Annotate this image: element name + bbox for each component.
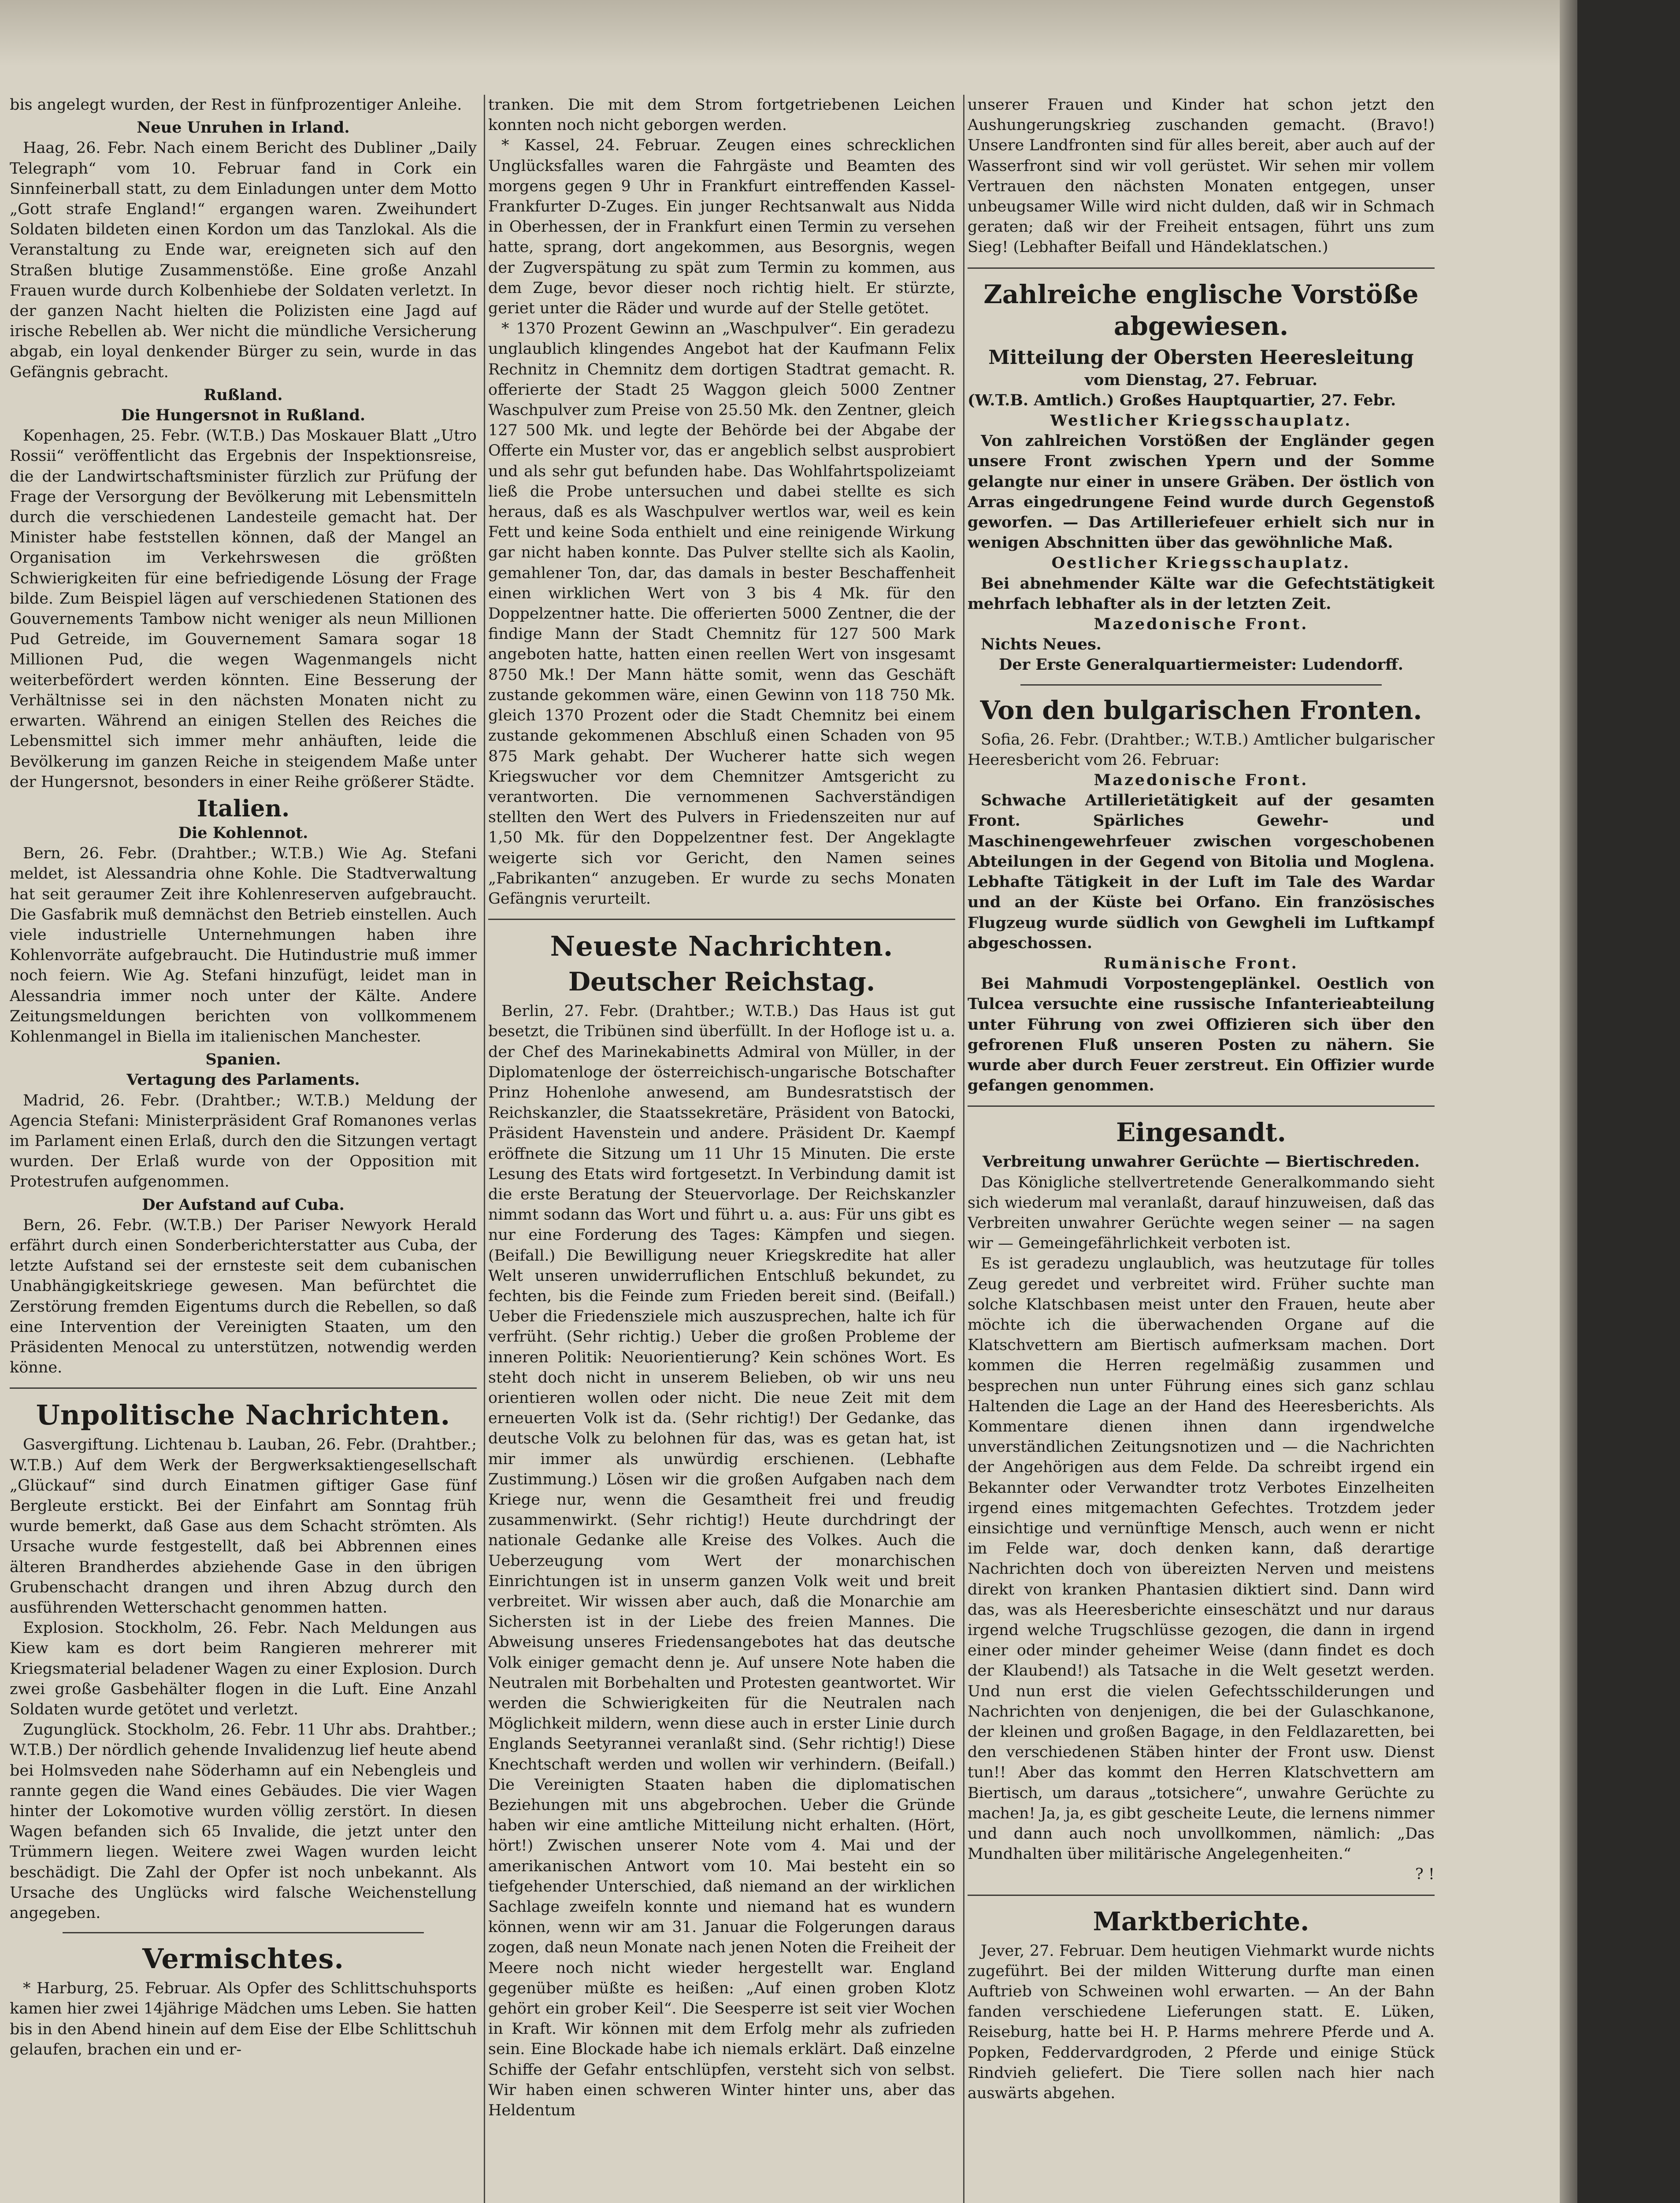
column-1 — [10, 95, 477, 2203]
subhead-mazedonien: Mazedonische Front. — [1094, 615, 1309, 634]
continued-text: tranken. Die mit dem Strom fortgetriebenen Leichen konnten noch nicht geborgen werden. — [488, 96, 955, 134]
article-hungersnot: Kopenhagen, 25. Febr. (W.T.B.) Das Moskauer Blatt „Utro Rossii“ veröffentlicht das Ergebnis der Inspektionsreise, die der Landwirtschaftsminister fürzlich zur Prüfung der Frage der Versorgung der Bevölkerung mit Lebensmitteln durch die verschiedenen Landesteile gemacht hat. Der Minister habe feststellen können, daß der Mangel an Organisation im Verkehrswesen die größten Schwierigkeiten für eine befriedigende Lösung der Frage bilde. Zum Beispiel lägen auf verschiedenen Stationen des Gouvernements Tambow nicht weniger als neun Millionen Pud Getreide, im Gouvernement Samara sogar 18 Millionen Pud, die wegen Wagenmangels nicht weiterbefördert werden könnten. Eine Besserung der Verhältnisse sei in den nächsten Monaten nicht zu erwarten. Während an einigen Stellen des Reiches die Lebensmittel sich immer mehr anhäuften, leide die Bevölkerung im ganzen Reiche in steigendem Maße unter der Hungersnot, besonders in einer Reihe größerer Städte. — [10, 427, 477, 791]
continued-text: unserer Frauen und Kinder hat schon jetzt den Aushungerungskrieg zuschanden gemacht. (Bravo!) Unsere Landfronten sind für alles bereit, aber auch auf der Wasserfront sind wir voll gerüstet. Wir sehen mir vollem Vertrauen den nächsten Monaten entgegen, unser unbeugsamer Wille wird nicht dulden, daß wir in Schmach geraten; daß wir der Freiheit entsagen, führt uns zum Sieg! (Lebhafter Beifall und Händeklatschen.) — [968, 96, 1435, 256]
article-kassel: * Kassel, 24. Februar. Zeugen eines schrecklichen Unglücksfalles waren die Fahrgäste und Beamten des morgens gegen 9 Uhr in Frankfurt eintreffenden Kassel-Frankfurter D-Zuges. Ein junger Rechtsanwalt aus Nidda in Oberhessen, der in Frankfurt einen Termin zu versehen hatte, sprang, dort angekommen, aus Besorgnis, wegen der Zugverspätung zu spät zum Termin zu kommen, aus dem Zuge, bevor dieser noch richtig hielt. Er stürzte, geriet unter die Räder und wurde auf der Stelle getötet. — [488, 137, 955, 318]
divider — [968, 1105, 1435, 1107]
subhead-ost: Oestlicher Kriegsschauplatz. — [1051, 554, 1351, 572]
report-rumaenien: Bei Mahmudi Vorpostengeplänkel. Oestlich von Tulcea versuchte eine russische Infanterieabteilung unter Führung von zwei Offizieren sich über den gefrorenen Fluß unseren Posten zu nähern. Sie wurde aber durch Feuer zerstreut. Ein Offizier wurde gefangen genommen. — [968, 975, 1435, 1095]
divider — [488, 919, 955, 920]
article-irland: Haag, 26. Febr. Nach einem Bericht des Dubliner „Daily Telegraph“ vom 10. Februar fand in Cork ein Sinnfeinerball statt, zu dem Einladungen unter dem Motto „Gott strafe England!“ ergangen waren. Zweihundert Soldaten bildeten einen Kordon um das Tanzlokal. Als die Veranstaltung zu Ende war, ereigneten sich auf den Straßen blutige Zusammenstöße. Eine große Anzahl Frauen wurde durch Kolbenhiebe der Soldaten verletzt. In der ganzen Nacht hielten die Polizisten eine Jagd auf irische Rebellen ab. Wer nicht die mündliche Versicherung abgab, ein loyal denkender Bürger zu sein, wurde in das Gefängnis gebracht. — [10, 139, 477, 381]
article-explosion: Explosion. Stockholm, 26. Febr. Nach Meldungen aus Kiew kam es dort beim Rangieren mehrerer mit Kriegsmaterial beladener Wagen zu einer Explosion. Durch zwei große Gasbehälter flogen in die Luft. Eine Anzahl Soldaten wurde getötet und verletzt. — [10, 1619, 477, 1719]
letter-para-2: Es ist geradezu unglaublich, was heutzutage für tolles Zeug geredet und verbreitet wird. Früher suchte man solche Klatschbasen meist unter den Frauen, heute aber möchte ich die überwachenden Organe auf die Klatschvettern am Biertisch aufmerksam machen. Dort kommen die Herren regelmäßig zusammen und besprechen nun unter Führung eines sich ganz schlau Haltenden die Lage an der Hand des Heeresberichts. Als Kommentare dienen ihnen dann irgendwelche unverständlichen Zeitungsnotizen und — die Nachrichten der Angehörigen aus dem Felde. Da schreibt irgend ein Bekannter oder Verwandter trotz Verbotes Einzelheiten irgend eines mitgemachten Gefechtes. Trotzdem jeder einsichtige und vernünftige Mensch, auch wenn er nicht im Felde war, doch denken kann, daß derartige Nachrichten doch von übereizten Nerven und meistens direkt von kranken Phantasien diktiert sind. Dann wird das, was als Heeresberichte einseschätzt und nur daraus irgend welche Trugschlüsse gezogen, die dann in irgend einer oder minder geheimer Weise (dann findet es doch der Klaubend!) als Tatsache in die Welt gesetzt werden. Und nun erst die vielen Gefechtsschilderungen und Nachrichten von denjenigen, die bei der Gulaschkanone, der kleinen und großen Bagage, in den Feldlazaretten, bei den verschiedenen Stäben hinter der Front usw. Dienst tun!! Aber das kommt den Herren Klatschvettern am Biertisch, um daraus „totsichere“, unwahre Gerüchte zu machen! Ja, ja, es gibt gescheite Leute, die lernens nimmer und dann auch noch unvollkommen, nämlich: „Das Mundhalten über militärische Angelegenheiten.“ — [968, 1255, 1435, 1863]
wtb-dateline: (W.T.B. Amtlich.) Großes Hauptquartier, 27. Febr. — [968, 391, 1396, 409]
headline-kohlennot: Die Kohlennot. — [178, 823, 308, 842]
article-vertagung: Madrid, 26. Febr. (Drahtber.; W.T.B.) Meldung der Agencia Stefani: Ministerpräsident Graf Romanones verlas im Parlament einen Erlaß, durch den die Sitzungen vertagt wurden. Der Erlaß wurde von der Opposition mit Protestrufen aufgenommen. — [10, 1091, 477, 1191]
section-eingesandt: Eingesandt. — [1116, 1117, 1286, 1148]
divider — [1020, 684, 1382, 686]
signature-ludendorff: Der Erste Generalquartiermeister: Ludendorff. — [999, 656, 1403, 674]
headline-hungersnot: Die Hungersnot in Rußland. — [121, 406, 366, 425]
divider — [63, 1932, 424, 1933]
report-west: Von zahlreichen Vorstößen der Engländer gegen unsere Front zwischen Ypern und der Somme gelangte nur einer in unsere Gräben. Der östlich von Arras eingedrungene Feind wurde durch Gegenstoß geworfen. — Das Artilleriefeuer erhielt sich nur in wenigen Abschnitten über das gewöhnliche Maß. — [968, 432, 1435, 552]
bulgarian-report-intro: Sofia, 26. Febr. (Drahtber.; W.T.B.) Amtlicher bulgarischer Heeresbericht vom 26. Februar: — [968, 731, 1435, 769]
section-russland: Rußland. — [204, 386, 283, 404]
report-date: vom Dienstag, 27. Februar. — [1084, 371, 1318, 389]
article-zugunglueck: Zugunglück. Stockholm, 26. Febr. 11 Uhr abs. Drahtber.; W.T.B.) Der nördlich gehende Invalidenzug lief heute abend bei Holmsveden nahe Söderhamn auf ein Nebengleis und rannte gegen die Wand eines Gebäudes. Die vier Wagen hinter der Lokomotive wurden völlig zerstört. In diesen Wagen befanden sich 65 Invalide, die jetzt unter den Trümmern liegen. Weitere zwei Wagen wurden leicht beschädigt. Die Zahl der Opfer ist noch unbekannt. Als Ursache des Unglücks wird falsche Weichenstellung angegeben. — [10, 1721, 477, 1922]
divider — [10, 1387, 477, 1389]
article-kohlennot: Bern, 26. Febr. (Drahtber.; W.T.B.) Wie Ag. Stefani meldet, ist Alessandria ohne Kohle. Die Stadtverwaltung hat seit geraumer Zeit ihre Kohlenreserven aufgebraucht. Die Gasfabrik muß demnächst den Betrieb einstellen. Auch viele industrielle Unternehmungen haben ihre Kohlenvorräte aufgebraucht. Die Hutindustrie muß immer noch feiern. Wie Ag. Stefani hinzufügt, leidet man in Alessandria immer noch unter der Kälte. Andere Zeitungsmeldungen berichten von vollkommenem Kohlenmangel in Biella im italienischen Manchester. — [10, 845, 477, 1046]
section-spanien: Spanien. — [205, 1050, 281, 1069]
page-top-shadow — [0, 0, 1560, 66]
headline-vertagung: Vertagung des Parlaments. — [126, 1071, 360, 1089]
page-gutter — [1560, 0, 1577, 2203]
headline-vorstoesse: Zahlreiche englische Vorstöße — [983, 279, 1419, 309]
letter-signature: ? ! — [1415, 1866, 1435, 1884]
article-waschpulver: * 1370 Prozent Gewinn an „Waschpulver“. Ein geradezu unglaublich klingendes Angebot hat der Kaufmann Felix Rechnitz in Chemnitz dem dortigen Stadtrat gemacht. R. offerierte der Stadt 25 Waggon gleich 5000 Zentner Waschpulver zum Preise von 25.50 Mk. den Zentner, gleich 127 500 Mk. und legte der Behörde bei der Abgabe der Offerte ein Muster vor, das er angeblich selbst ausprobiert und als sehr gut befunden habe. Das Wohlfahrtspolizeiamt ließ die Probe untersuchen und dabei stellte es sich heraus, daß es als Waschpulver wertlos war, weil es kein Fett und keine Soda enthielt und eine reinigende Wirkung gar nicht haben konnte. Das Pulver stellte sich als Kaolin, gemahlener Ton, dar, das damals in bester Beschaffenheit einen wirklichen Wert von 3 bis 4 Mk. für den Doppelzentner hatte. Die offerierten 5000 Zentner, die der findige Mann der Stadt Chemnitz für 127 500 Mark angeboten hatte, hatten einen reellen Wert von insgesamt 8750 Mk.! Der Mann hätte somit, wenn das Geschäft zustande gekommen wäre, einen Gewinn von 118 750 Mk. gleich 1370 Prozent oder die Stadt Chemnitz bei einem zustande gekommenen Abschluß einen Schaden von 95 875 Mark gehabt. Der Wucherer hatte sich wegen Kriegswucher vor dem Chemnitzer Amtsgericht zu verantworten. Die vernommenen Sachverständigen stellten den Wert des Pulvers in Friedenszeiten nur auf 1,50 Mk. für den Doppelzentner fest. Der Angeklagte weigerte sich vor Gericht, den Namen seines „Fabrikanten“ anzugeben. Er wurde zu sechs Monaten Gefängnis verurteilt. — [488, 320, 955, 908]
headline-reichstag: Deutscher Reichstag. — [568, 967, 875, 997]
report-bulg-mazedonien: Schwache Artillerietätigkeit auf der gesamten Front. Spärliches Gewehr- und Maschinengewehrfeuer zwischen vorgeschobenen Abteilungen in der Gegend von Bitolia und Moglena. Lebhafte Tätigkeit in der Luft im Tale des Wardar und an der Küste bei Orfano. Ein französisches Flugzeug wurde südlich von Gewgheli im Luftkampf abgeschossen. — [968, 791, 1435, 952]
headline-abgewiesen: abgewiesen. — [1113, 311, 1289, 341]
divider — [968, 1895, 1435, 1896]
section-vermischtes: Vermischtes. — [142, 1943, 344, 1975]
continued-text: bis angelegt wurden, der Rest in fünfprozentiger Anleihe. — [10, 96, 462, 114]
section-neueste-nachrichten: Neueste Nachrichten. — [550, 930, 894, 963]
section-marktberichte: Marktberichte. — [1093, 1906, 1309, 1936]
divider — [968, 267, 1435, 269]
headline-irland: Neue Unruhen in Irland. — [137, 119, 350, 137]
headline-bulgarische-fronten: Von den bulgarischen Fronten. — [980, 695, 1422, 725]
article-jever: Jever, 27. Februar. Dem heutigen Viehmarkt wurde nichts zugeführt. Bei der milden Witterung durfte man einen Auftrieb von Schweinen wohl erwarten. — An der Bahn fanden verschiedene Lieferungen statt. E. Lüken, Reiseburg, hatte bei H. P. Harms mehrere Pferde und A. Popken, Feddervardgroden, 2 Pferde und einige Stück Rindvieh geliefert. Die Tiere sollen nach hier nach auswärts abgehen. — [968, 1942, 1435, 2103]
report-mazedonien: Nichts Neues. — [981, 635, 1101, 654]
headline-heeresleitung: Mitteilung der Obersten Heeresleitung — [988, 346, 1414, 369]
subhead-rumaenien: Rumänische Front. — [1104, 954, 1298, 972]
letter-para-1: Das Königliche stellvertretende Generalkommando sieht sich wiederum mal veranlaßt, darauf hinzuweisen, daß das Verbreiten unwahrer Gerüchte wegen seiner — na sagen wir — Gemeingefährlichkeit verboten ist. — [968, 1173, 1435, 1253]
column-2 — [488, 95, 955, 2203]
article-reichstag: Berlin, 27. Febr. (Drahtber.; W.T.B.) Das Haus ist gut besetzt, die Tribünen sind überfüllt. In der Hofloge ist u. a. der Chef des Marinekabinetts Admiral von Müller, in der Diplomatenloge der österreichisch-ungarische Botschafter Prinz Hohenlohe anwesend, am Bundesratstisch der Reichskanzler, die Staatssekretäre, Präsident von Batocki, Präsident Havenstein und andere. Präsident Dr. Kaempf eröffnete die Sitzung um 11 Uhr 15 Minuten. Die erste Lesung des Etats wird fortgesetzt. In Verbindung damit ist die erste Beratung der Steuervorlage. Der Reichskanzler nimmt sodann das Wort und führt u. a. aus: Für uns gibt es nur eine Forderung des Tages: Kämpfen und siegen. (Beifall.) Die Bewilligung neuer Kriegskredite hat aller Welt unseren unwiderruflichen Entschluß bekundet, zu fechten, bis die Feinde zum Frieden bereit sind. (Beifall.) Ueber die Friedensziele mich auszusprechen, halte ich für verfrüht. (Sehr richtig.) Ueber die großen Probleme der inneren Politik: Neuorientierung? Kein schönes Wort. Es steht doch nicht in unserem Belieben, ob wir uns neu orientieren wollen oder nicht. Die neue Zeit mit dem erneuerten Volk ist da. (Sehr richtig!) Der Gedanke, das deutsche Volk zu belohnen für das, was es getan hat, ist mir immer als unwürdig erschienen. (Lebhafte Zustimmung.) Lösen wir die großen Aufgaben nach dem Kriege nur, wenn die Gesamtheit frei und freudig zusammenwirkt. (Sehr richtig!) Heute durchdringt der nationale Gedanke alle Kreise des Volkes. Auch die Ueberzeugung vom Wert der monarchischen Einrichtungen ist in unserm ganzen Volk weit und breit verbreitet. Wir wissen aber auch, daß die Monarchie am Sichersten ist in der Liebe des freien Mannes. Die Abweisung unseres Friedensangebotes hat das deutsche Volk einiger gemacht denn je. Auf unsere Note haben die Neutralen mit Borbehalten und Protesten geantwortet. Wir werden die Schwierigkeiten für die Neutralen nach Möglichkeit mildern, wenn diese auch in erster Linie durch Englands Seetyrannei veranlaßt sind. (Sehr richtig!) Diese Knechtschaft werden und wollen wir verhindern. (Beifall.) Die Vereinigten Staaten haben die diplomatischen Beziehungen mit uns abgebrochen. Ueber die Gründe haben wir eine amtliche Mitteilung nicht erhalten. (Hört, hört!) Zwischen unserer Note vom 4. Mai und der amerikanischen Antwort vom 10. Mai besteht ein so tiefgehender Unterschied, daß niemand an der wirklichen Sachlage zweifeln konnte und niemand hat es wundern können, wenn wir am 31. Januar die Folgerungen daraus zogen, daß neun Monate nach jenen Noten die Freiheit der Meere noch nicht wieder hergestellt war. England gegenüber müßte es heißen: „Auf einen groben Klotz gehört ein grober Keil“. Die Seesperre ist seit vier Wochen in Kraft. Wir können mit dem Erfolg mehr als zufrieden sein. Eine Blockade habe ich niemals erklärt. Daß einzelne Schiffe der Gefahr entschlüpfen, versteht sich von selbst. Wir haben einen schweren Winter hinter uns, aber das Heldentum — [488, 1002, 955, 2120]
article-harburg: * Harburg, 25. Februar. Als Opfer des Schlittschuhsports kamen hier zwei 14jährige Mädchen ums Leben. Sie hatten bis in den Abend hinein auf dem Eise der Elbe Schlittschuh gelaufen, brachen ein und er- — [10, 1980, 477, 2058]
article-kuba: Bern, 26. Febr. (W.T.B.) Der Pariser Newyork Herald erfährt durch einen Sonderberichterstatter aus Cuba, der letzte Aufstand sei der ernsteste seit dem cubanischen Unabhängigkeitskriege gewesen. Man befürchtet die Zerstörung fremden Eigentums durch die Rebellen, so daß eine Intervention der Vereinigten Staaten, um den Präsidenten Menocal zu unterstützen, notwendig werden könne. — [10, 1216, 477, 1377]
column-rule — [963, 95, 964, 2203]
headline-kuba: Der Aufstand auf Cuba. — [142, 1195, 345, 1214]
column-3 — [968, 95, 1435, 2203]
report-ost: Bei abnehmender Kälte war die Gefechtstätigkeit mehrfach lebhafter als in der letzten Zeit. — [968, 574, 1435, 613]
column-rule — [484, 95, 485, 2203]
section-unpolitische-nachrichten: Unpolitische Nachrichten. — [36, 1399, 451, 1432]
section-italien: Italien. — [197, 795, 290, 822]
subhead-west: Westlicher Kriegsschauplatz. — [1050, 412, 1352, 430]
article-gasvergiftung: Gasvergiftung. Lichtenau b. Lauban, 26. Febr. (Drahtber.; W.T.B.) Auf dem Werk der Bergwerksaktiengesellschaft „Glückauf“ sind durch Einatmen giftiger Gase fünf Bergleute erstickt. Bei der Einfahrt am Sonntag früh wurde bemerkt, daß Gase aus dem Schacht strömten. Als Ursache wurde festgestellt, daß bei Abbrennen eines älteren Brandherdes abziehende Gase in den übrigen Grubenschacht drangen und ihren Abzug durch den ausführenden Wetterschacht genommen hatten. — [10, 1436, 477, 1617]
subhead-bulg-mazedonien: Mazedonische Front. — [1094, 771, 1309, 790]
headline-geruechte: Verbreitung unwahrer Gerüchte — Biertischreden. — [982, 1153, 1420, 1171]
book-edge — [1577, 0, 1680, 2203]
